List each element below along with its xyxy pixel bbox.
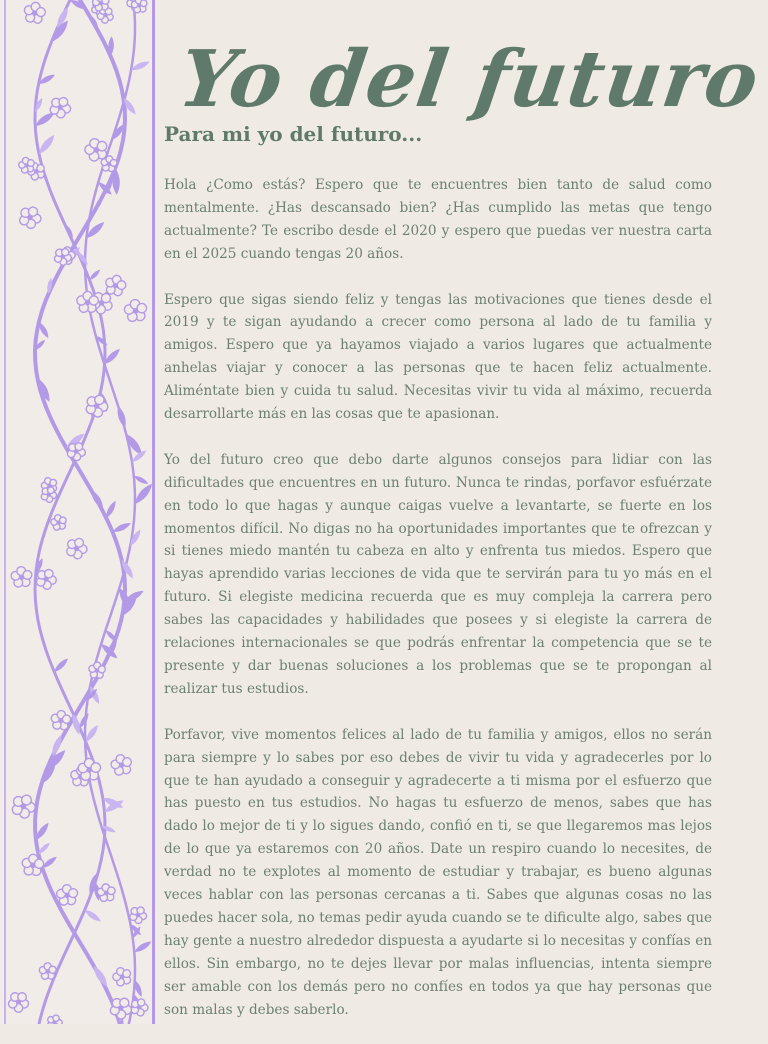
flower-icon [36, 568, 58, 591]
flower-icon [131, 998, 149, 1016]
page-title: Yo del futuro [173, 30, 747, 130]
leaf [88, 268, 102, 281]
floral-vine-illustration [0, 0, 160, 1024]
flower-petal [53, 1015, 60, 1022]
letter-paragraph: Hola ¿Como estás? Espero que te encuentres bien tanto de salud como mentalmente. ¿Has descansado bien? ¿Has cumplido las metas que tengo actualmente? Te escribo desde el 2020 y espero que puedas ver nuestra carta en el 2025 cuando tengas 20 años. [164, 174, 712, 266]
letter-greeting: Para mi yo del futuro... [164, 122, 422, 146]
letter-paragraph: Porfavor, vive momentos felices al lado de tu familia y amigos, ellos no serán para siempre y lo sabes por eso debes de vivir tu vida y agradecerles por lo que te han ayudado a conseguir y agradecerte a ti misma por el esfuerzo que has puesto en tus estudios. No hagas tu esfuerzo de menos, sabes que has dado lo mejor de ti y lo sigues dando, confió en ti, se que llegaremos mas lejos de lo que ya estaremos con 20 años. Date un respiro cuando lo necesites, de verdad no te explotes al momento de estudiar y trabajar, es bueno algunas veces hablar con las personas cercanas a ti. Sabes que algunas cosas no las puedes hacer sola, no temas pedir ayuda cuando se te dificulte algo, sabes que hay gente a nuestro alrededor dispuesta a ayudarte si lo necesitas y confías en ellos. Sin embargo, no te dejes llevar por malas influencias, intenta siempre ser amable con los demás pero no confíes en todos ya que hay personas que son malas y debes saberlo. [164, 724, 712, 1022]
letter-paragraph: Espero que sigas siendo feliz y tengas las motivaciones que tienes desde el 2019 y te sigan ayudando a crecer como persona al lado de tu familia y amigos. Espero que ya hayamos viajado a varios lugares que actualmente anhelas viajar y conocer a las personas que te hacen feliz actualmente. Aliméntate bien y cuida tu salud. Necesitas vivir tu vida al máximo, recuerda desarrollarte más en las cosas que te apasionan. [164, 289, 712, 426]
leaf-shape [52, 656, 69, 673]
leaf [52, 656, 69, 673]
flower-icon [36, 960, 59, 983]
flower-petal [74, 538, 84, 548]
flower-icon [110, 965, 135, 990]
flower-icon [8, 563, 37, 592]
leaf-shape [133, 939, 153, 954]
leaf [36, 133, 57, 156]
flower-icon [48, 708, 74, 734]
floral-border [0, 0, 160, 1024]
flower-petal [44, 569, 54, 579]
leaf [133, 939, 153, 954]
flower-icon [21, 0, 49, 28]
flower-icon [7, 990, 32, 1015]
letter-body [164, 174, 712, 1044]
leaf-shape [115, 405, 128, 429]
flower-icon [85, 394, 109, 418]
leaf-shape [88, 268, 102, 281]
flower-icon [108, 751, 137, 780]
flower-petal [21, 795, 32, 806]
border-divider-line [152, 0, 155, 1024]
flower-icon [11, 793, 36, 819]
letter-paragraph: Yo del futuro creo que debo darte algunos consejos para lidiar con las dificultades que encuentres en un futuro. Nunca te rindas, porfavor esfuérzate en todo lo que hagas y aunque caigas vuelve a levantarte, se fuerte en los momentos difícil. No digas no ha oportunidades importantes que te ofrezcan y si tienes miedo mantén tu cabeza en alto y enfrenta tus miedos. Espero que hayas aprendido varias lecciones de vida que te servirán para tu yo más en el futuro. Si elegiste medicina recuerda que es muy compleja la carrera pero sabes las capacidades y habilidades que posees y si elegiste la carrera de relaciones internacionales se que podrás enfrentar la competencia que se te presente y dar buenas soluciones a los problemas que se te propongan al realizar tus estudios. [164, 449, 712, 701]
flower-icon [19, 205, 43, 230]
flower-icon [121, 296, 152, 327]
flower-icon [94, 881, 119, 906]
leaf [115, 405, 128, 429]
leaf-shape [36, 133, 57, 156]
flower-petal [137, 999, 145, 1007]
flower-icon [47, 1015, 62, 1024]
border-inner-line [4, 0, 6, 1024]
flower-icon [66, 537, 88, 560]
flower-petal [94, 395, 104, 405]
flower-icon [129, 905, 149, 925]
